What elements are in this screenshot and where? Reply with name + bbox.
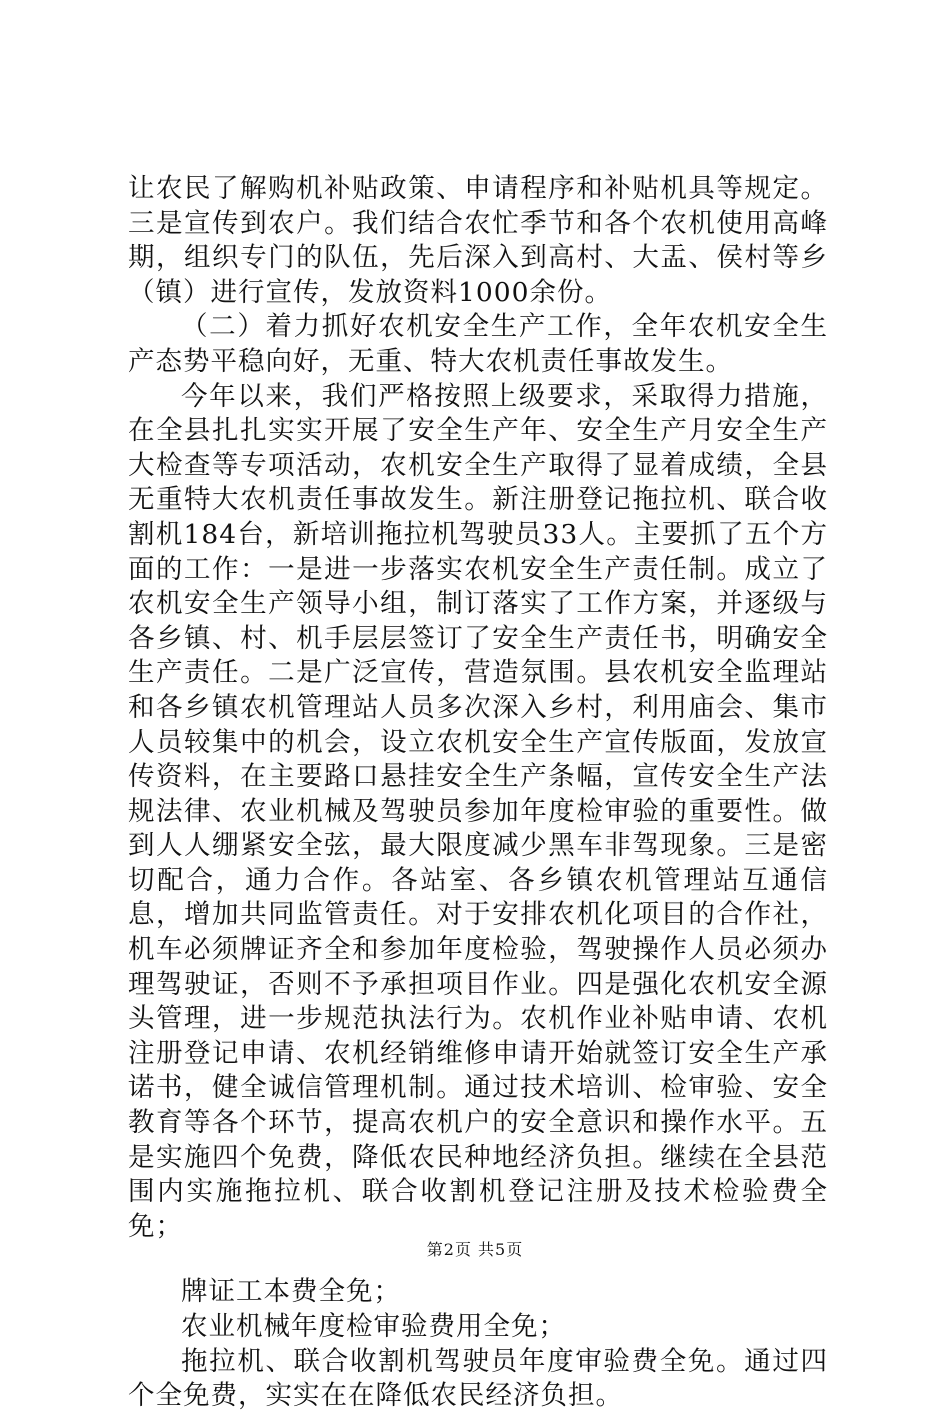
paragraph-license-fee: 牌证工本费全免； <box>181 1276 401 1308</box>
paragraph-inspection-fee: 农业机械年度检审验费用全免； <box>181 1311 566 1342</box>
paragraph-safety-details: 今年以来，我们严格按照上级要求，采取得力措施，在全县扎扎实实开展了安全生产年、安全生产月安全生产大检查等专项活动，农机安全生产取得了显着成绩，全县无重特大农机责任事故发生。新注册登记拖拉机、联合收割机184台，新培训拖拉机驾驶员33人。主要抓了五个方面的工作：一是进一步落实农机安全生产责任制。成立了农机安全生产领导小组，制订落实了工作方案，并逐级与各乡镇、村、机手层层签订了安全生产责任书，明确安全生产责任。二是广泛宣传，营造氛围。县农机安全监理站和各乡镇农机管理站人员多次深入乡村，利用庙会、集市人员较集中的机会，设立农机安全生产宣传版面，发放宣传资料，在主要路口悬挂安全生产条幅，宣传安全生产法规法律、农业机械及驾驶员参加年度检审验的重要性。做到人人绷紧安全弦，最大限度减少黑车非驾现象。三是密切配合，通力合作。各站室、各乡镇农机管理站互通信息，增加共同监管责任。对于安排农机化项目的合作社，机车必须牌证齐全和参加年度检验，驾驶操作人员必须办理驾驶证，否则不予承担项目作业。四是强化农机安全源头管理，进一步规范执法行为。农机作业补贴申请、农机注册登记申请、农机经销维修申请开始就签订安全生产承诺书，健全诚信管理机制。通过技术培训、检审验、安全教育等各个环节，提高农机户的安全意识和操作水平。五是实施四个免费，降低农民种地经济负担。继续在全县范围内实施拖拉机、联合收割机登记注册及技术检验费全免； <box>128 380 828 1242</box>
paragraph-publicity: 让农民了解购机补贴政策、申请程序和补贴机具等规定。三是宣传到农户。我们结合农忙季节和各个农机使用高峰期，组织专门的队伍，先后深入到高村、大盂、侯村等乡（镇）进行宣传，发放资料1000余份。 <box>128 173 828 308</box>
page-number-footer: 第2页 共5页 <box>426 1240 524 1259</box>
document-body <box>128 172 828 1414</box>
paragraph-safety-heading: （二）着力抓好农机安全生产工作，全年农机安全生产态势平稳向好，无重、特大农机责任事故发生。 <box>128 311 828 377</box>
paragraph-driver-fee: 拖拉机、联合收割机驾驶员年度审验费全免。通过四个全免费，实实在在降低农民经济负担。 <box>128 1345 828 1412</box>
